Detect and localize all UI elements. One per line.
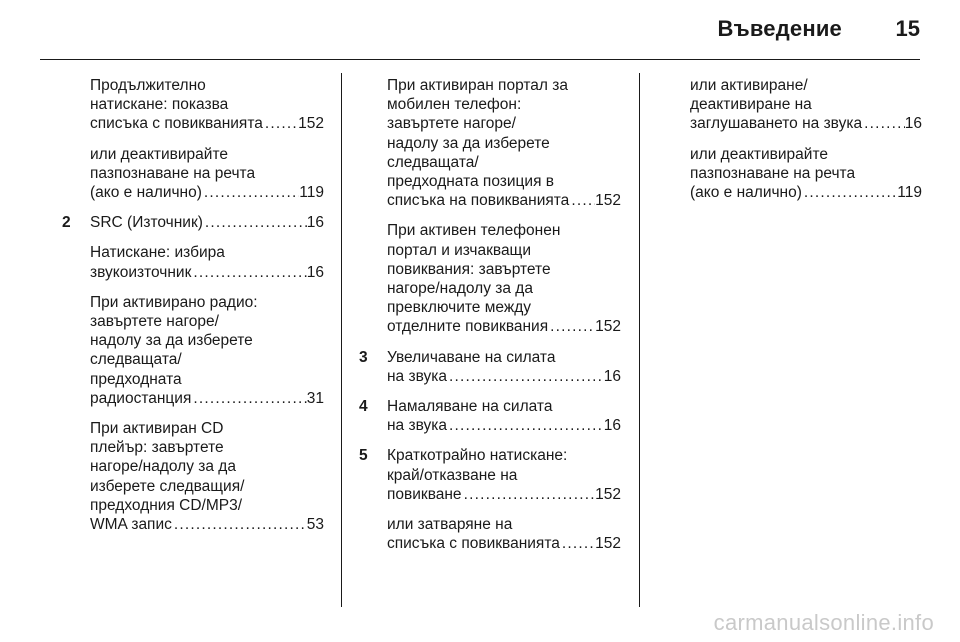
page-reference: 119 [897, 184, 922, 202]
entry-text-line: При активиран CD [90, 420, 224, 438]
entry-text-line: пазпознаване на речта [690, 164, 856, 182]
dot-leader [203, 213, 307, 232]
page-reference: 152 [298, 115, 324, 133]
page-reference: 31 [306, 389, 324, 407]
page-reference: 119 [299, 184, 324, 202]
index-entry [90, 293, 324, 408]
entry-reference-line [387, 416, 621, 435]
control-number: 4 [359, 398, 368, 416]
entry-reference-line [90, 213, 324, 232]
entry-text-line: надолу за да изберете [90, 332, 253, 350]
entry-text-line: (ако е налично) [690, 184, 802, 202]
index-entry [62, 213, 324, 232]
index-entry [387, 76, 621, 210]
entry-text-line: следващата/ [90, 351, 182, 369]
entry-reference-line [90, 183, 324, 202]
page-reference: 152 [595, 192, 621, 210]
entry-reference-line [387, 191, 621, 210]
entry-text-line: или деактивирайте [90, 145, 229, 163]
page-reference: 152 [595, 485, 621, 503]
entry-text-line: При активирано радио: [90, 293, 258, 311]
page-reference: 53 [306, 516, 324, 534]
entry-reference-line [90, 114, 324, 133]
index-entry [90, 145, 324, 203]
entry-text-line: или активиране/ [690, 77, 808, 94]
entry-text-line: или затваряне на [387, 516, 513, 534]
entry-text-line: деактивиране на [690, 96, 812, 114]
page-reference: 16 [904, 115, 922, 133]
entry-text-line: портал и изчакващи [387, 241, 531, 259]
entry-text-line: повикване [387, 485, 462, 503]
entry-text-line: пазпознаване на речта [90, 164, 256, 182]
dot-leader [263, 114, 298, 133]
index-entry [690, 145, 922, 203]
page-reference: 16 [306, 263, 324, 281]
entry-text-line: изберете следващия/ [90, 477, 245, 495]
entry-text-line: Продължително [90, 77, 206, 94]
index-entry [387, 221, 621, 336]
page-number: 15 [895, 16, 920, 41]
entry-text-line: Увеличаване на силата [387, 348, 556, 366]
entry-text-line: или деактивирайте [690, 145, 829, 163]
entry-text-line: надолу за да изберете [387, 134, 550, 152]
entry-text-line: При активиран портал за [387, 77, 568, 94]
entry-text-line: звукоизточник [90, 263, 192, 281]
watermark: carmanualsonline.info [713, 610, 934, 635]
index-entry [359, 397, 621, 435]
page-reference: 16 [603, 417, 621, 435]
entry-text-line: (ако е налично) [90, 184, 202, 202]
dot-leader [191, 389, 306, 408]
dot-leader [462, 485, 596, 504]
index-entry [690, 76, 922, 134]
entry-text-line: превключите между [387, 299, 532, 317]
entry-text-line: нагоре/надолу за да [90, 458, 236, 476]
dot-leader [191, 263, 306, 282]
index-entry [359, 446, 621, 504]
index-entry [387, 515, 621, 553]
entry-text-line: на звука [387, 417, 447, 435]
page-reference: 152 [595, 318, 621, 336]
column-3 [690, 76, 922, 213]
control-number: 3 [359, 348, 368, 366]
header-divider [40, 59, 920, 60]
entry-text-line: мобилен телефон: [387, 96, 522, 114]
entry-text-line: край/отказване на [387, 466, 518, 484]
control-number: 2 [62, 214, 71, 232]
control-number: 5 [359, 447, 368, 465]
entry-text-line: Натискане: избира [90, 244, 225, 262]
entry-text-line: радиостанция [90, 389, 192, 407]
column-2 [359, 76, 621, 564]
dot-leader [862, 114, 905, 133]
column-divider-1 [341, 73, 342, 607]
dot-leader [560, 534, 595, 553]
column-1 [62, 76, 324, 545]
dot-leader [172, 515, 307, 534]
entry-text-line: натискане: показва [90, 96, 229, 114]
entry-reference-line [90, 389, 324, 408]
dot-leader [548, 317, 595, 336]
dot-leader [447, 367, 604, 386]
index-entry [90, 76, 324, 134]
index-entry [90, 419, 324, 534]
section-title: Въведение [717, 16, 842, 41]
page-reference: 152 [595, 535, 621, 553]
entry-text-line: списъка с повикванията [90, 115, 263, 133]
entry-text-line: завъртете нагоре/ [90, 313, 219, 331]
dot-leader [802, 183, 897, 202]
entry-text-line: SRC (Източник) [90, 214, 203, 232]
dot-leader [202, 183, 299, 202]
entry-text-line: повиквания: завъртете [387, 260, 551, 278]
entry-text-line: WMA запис [90, 516, 172, 534]
entry-text-line: предходния CD/MP3/ [90, 496, 243, 514]
entry-reference-line [690, 114, 922, 133]
entry-reference-line [387, 367, 621, 386]
column-divider-2 [639, 73, 640, 607]
entry-reference-line [90, 263, 324, 282]
entry-text-line: нагоре/надолу за да [387, 280, 533, 298]
entry-reference-line [387, 485, 621, 504]
entry-text-line: заглушаването на звука [690, 115, 863, 133]
entry-text-line: предходната позиция в [387, 173, 555, 191]
entry-reference-line [90, 515, 324, 534]
dot-leader [569, 191, 595, 210]
entry-text-line: списъка с повикванията [387, 535, 560, 553]
entry-text-line: следващата/ [387, 153, 479, 171]
index-entry [359, 348, 621, 386]
page-reference: 16 [603, 367, 621, 385]
entry-text-line: предходната [90, 370, 182, 388]
entry-reference-line [387, 317, 621, 336]
index-entry [90, 243, 324, 281]
entry-text-line: Краткотрайно натискане: [387, 447, 568, 465]
entry-text-line: на звука [387, 367, 447, 385]
page-reference: 16 [306, 214, 324, 232]
dot-leader [447, 416, 604, 435]
entry-reference-line [690, 183, 922, 202]
entry-text-line: При активен телефонен [387, 222, 561, 240]
entry-text-line: списъка на повикванията [387, 192, 570, 210]
entry-text-line: Намаляване на силата [387, 398, 553, 416]
entry-reference-line [387, 534, 621, 553]
entry-text-line: плейър: завъртете [90, 439, 224, 457]
entry-text-line: отделните повиквания [387, 318, 549, 336]
entry-text-line: завъртете нагоре/ [387, 115, 516, 133]
